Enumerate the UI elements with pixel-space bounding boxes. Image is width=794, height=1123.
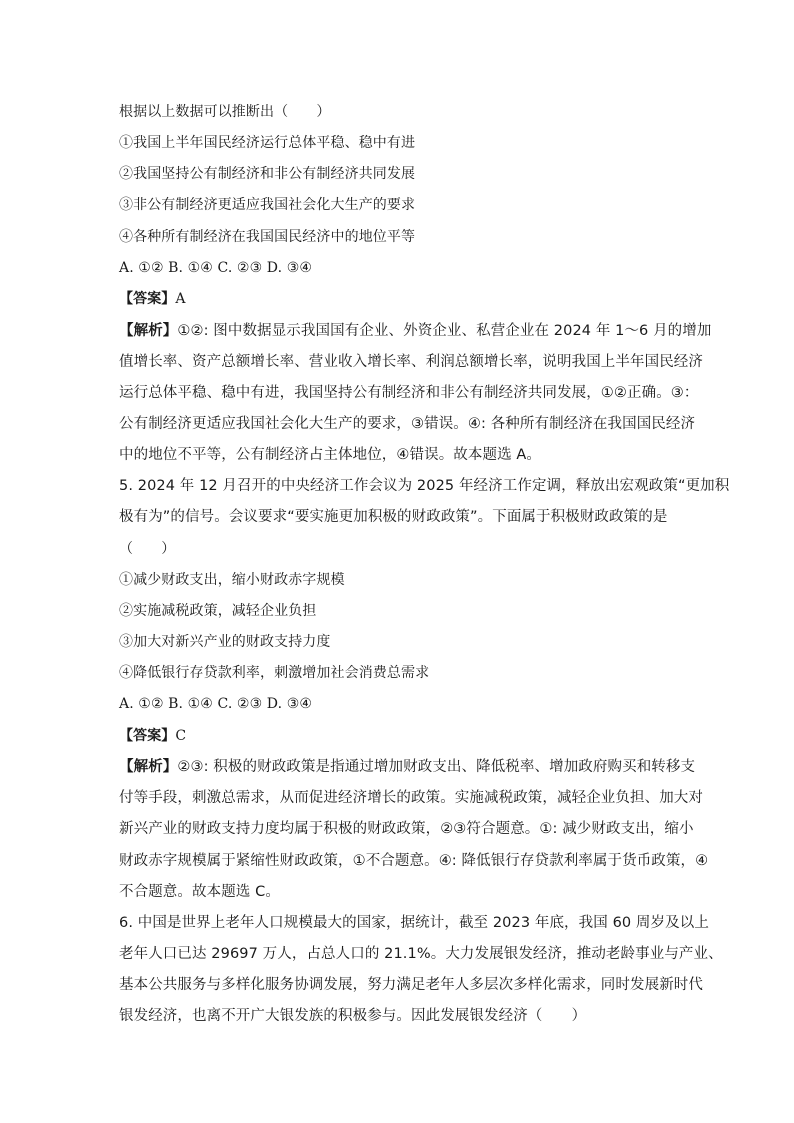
- q4-analysis-line-1: [119, 322, 712, 340]
- q4-choices: A. ①② B. ①④ C. ②③ D. ③④: [119, 260, 312, 276]
- q6-stem-line-3: 基本公共服务与多样化服务协调发展，努力满足老年人多层次多样化需求，同时发展新时代: [119, 977, 703, 993]
- answer-value: C: [175, 728, 187, 744]
- q4-option-3: ③非公有制经济更适应我国社会化大生产的要求: [119, 197, 416, 213]
- q4-option-2: ②我国坚持公有制经济和非公有制经济共同发展: [119, 166, 416, 182]
- answer-tag: 【答案】: [119, 728, 176, 744]
- q6-stem-line-4: 银发经济，也离不开广大银发族的积极参与。因此发展银发经济（ ）: [119, 1008, 587, 1024]
- q5-analysis-line-2: 付等手段，刺激总需求，从而促进经济增长的政策。实施减税政策，减轻企业负担、加大对: [119, 790, 703, 806]
- answer-value: A: [175, 291, 186, 307]
- q5-analysis-line-1: [119, 758, 699, 776]
- analysis-tag: 【解析】: [119, 759, 178, 775]
- q5-analysis-line-4: 财政赤字规模属于紧缩性财政政策，①不合题意。④: 降低银行存贷款利率属于货币政策，④: [119, 853, 709, 869]
- q5-option-3: ③加大对新兴产业的财政支持力度: [119, 634, 331, 650]
- q5-choices: A. ①② B. ①④ C. ②③ D. ③④: [119, 696, 312, 712]
- q5-option-1: ①减少财政支出，缩小财政赤字规模: [119, 572, 345, 588]
- analysis-text: ①②: 图中数据显示我国国有企业、外资企业、私营企业在 2024 年 1～6 月的增加: [177, 323, 712, 339]
- q6-stem-line-2: 老年人口已达 29697 万人，占总人口的 21.1%。大力发展银发经济，推动老龄事业与产业、: [119, 946, 723, 962]
- q4-answer: [119, 290, 699, 308]
- q5-answer: [119, 727, 699, 745]
- q5-stem-line-3: （ ）: [119, 541, 176, 557]
- q4-analysis-line-4: 公有制经济更适应我国社会化大生产的要求，③错误。④: 各种所有制经济在我国国民经济: [119, 416, 696, 432]
- answer-tag: 【答案】: [119, 291, 176, 307]
- q4-option-4: ④各种所有制经济在我国国民经济中的地位平等: [119, 229, 416, 245]
- q4-analysis-line-2: 值增长率、资产总额增长率、营业收入增长率、利润总额增长率，说明我国上半年国民经济: [119, 354, 703, 370]
- analysis-tag: 【解析】: [119, 323, 178, 339]
- q5-option-2: ②实施减税政策，减轻企业负担: [119, 603, 317, 619]
- q6-stem-line-1: 6. 中国是世界上老年人口规模最大的国家，据统计，截至 2023 年底，我国 60 周岁及以上: [119, 915, 709, 931]
- q5-analysis-line-3: 新兴产业的财政支持力度均属于积极的财政政策，②③符合题意。①: 减少财政支出，缩小: [119, 821, 694, 837]
- q4-option-1: ①我国上半年国民经济运行总体平稳、稳中有进: [119, 135, 416, 151]
- q5-stem-line-2: 极有为”的信号。会议要求“要实施更加积极的财政政策”。下面属于积极财政政策的是: [119, 509, 668, 525]
- q5-analysis-line-5: 不合题意。故本题选 C。: [119, 884, 280, 900]
- q4-analysis-line-3: 运行总体平稳、稳中有进，我国坚持公有制经济和非公有制经济共同发展，①②正确。③：: [119, 385, 699, 401]
- q4-stem: 根据以上数据可以推断出（ ）: [119, 104, 331, 120]
- q5-option-4: ④降低银行存贷款利率，刺激增加社会消费总需求: [119, 665, 430, 681]
- q4-analysis-line-5: 中的地位不平等，公有制经济占主体地位，④错误。故本题选 A。: [119, 447, 542, 463]
- q5-stem-line-1: 5. 2024 年 12 月召开的中央经济工作会议为 2025 年经济工作定调，释放出宏观政策“更加积: [119, 478, 730, 494]
- analysis-text: ②③: 积极的财政政策是指通过增加财政支出、降低税率、增加政府购买和转移支: [177, 759, 696, 775]
